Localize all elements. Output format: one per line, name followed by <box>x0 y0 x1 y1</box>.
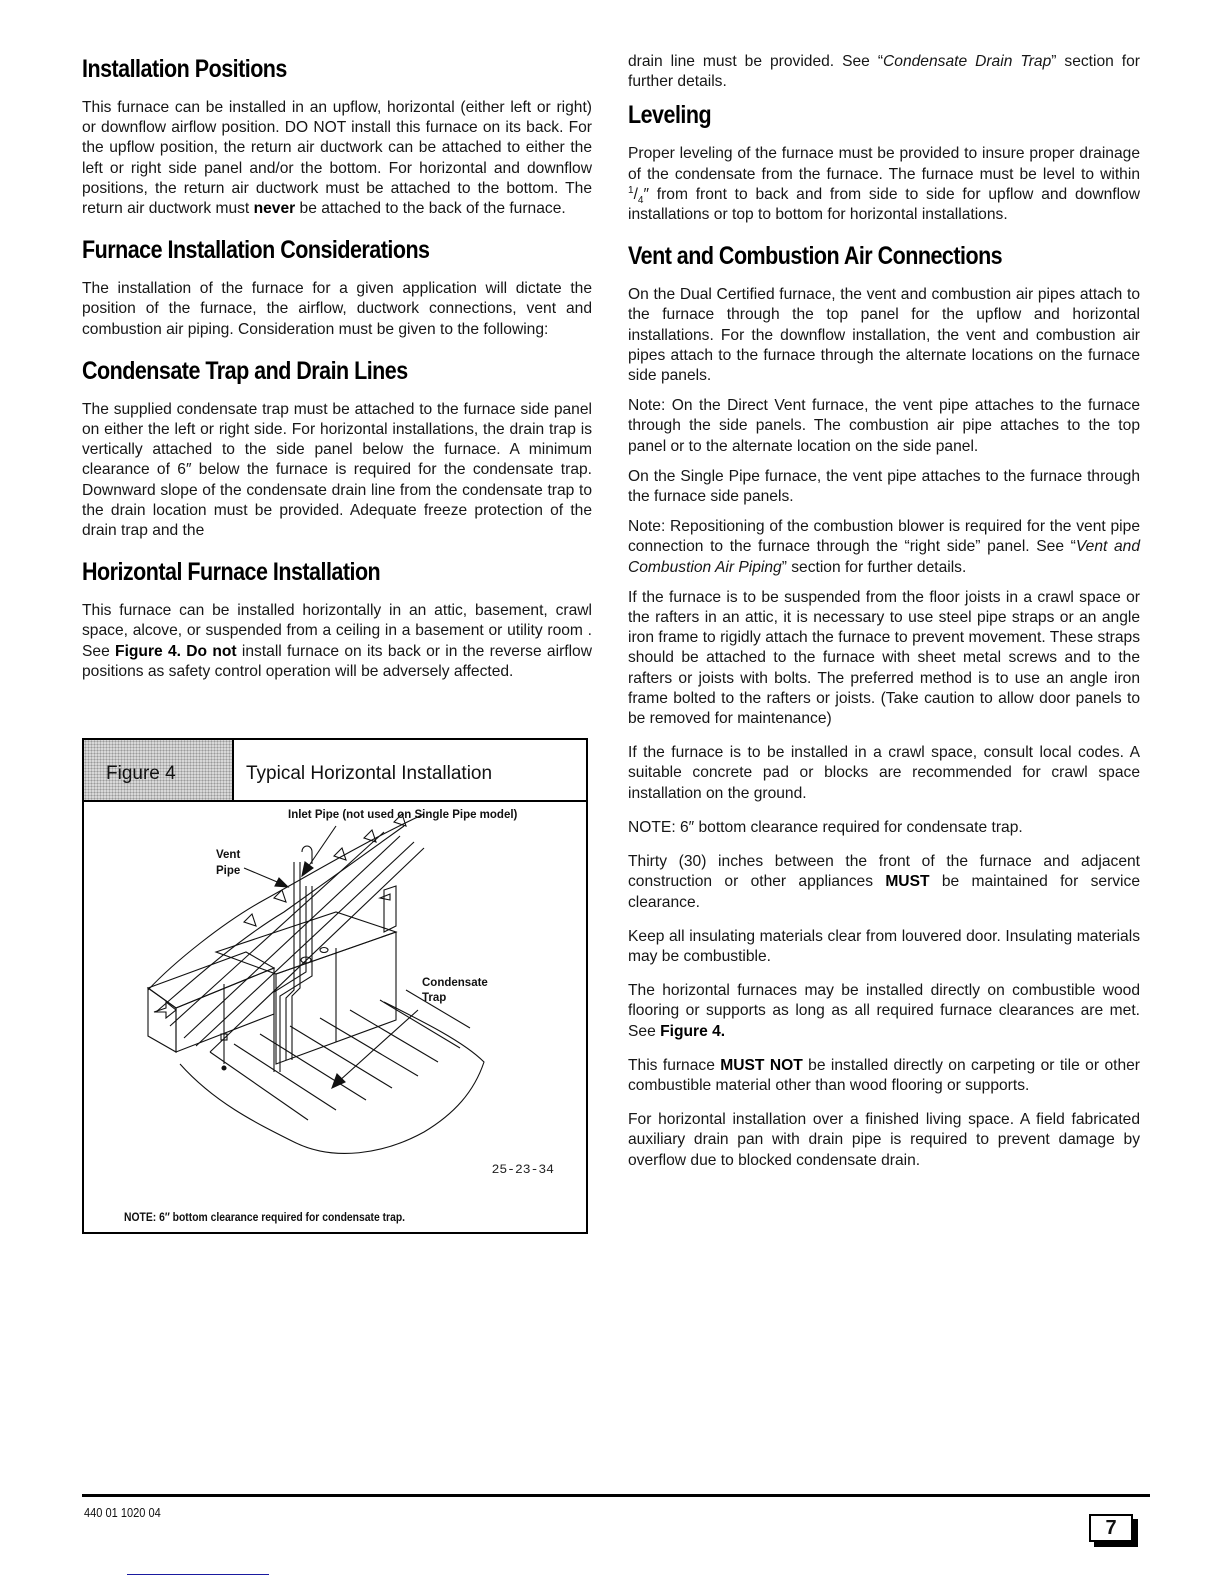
section-reference: Condensate Drain Trap <box>883 53 1052 70</box>
figure-header <box>84 740 586 802</box>
callout-condensate-trap-line2: Trap <box>422 992 447 1004</box>
page-number-box <box>1089 1514 1133 1542</box>
callout-condensate-trap-line1: Condensate <box>422 977 488 989</box>
link-underline[interactable] <box>127 1574 269 1575</box>
right-column <box>628 52 1140 1181</box>
figure-label-box <box>84 740 234 800</box>
section-reference: Vent and Combustion Air Piping <box>628 538 1141 576</box>
paragraph: NOTE: 6″ bottom clearance required for condensate trap. <box>628 818 1023 836</box>
page-number: 7 <box>1105 1517 1117 1539</box>
paragraph: Keep all insulating materials clear from louvered door. Insulating materials may be combustible. <box>628 927 1140 965</box>
callout-vent-pipe-line1: Vent <box>216 849 241 861</box>
paragraph: If the furnace is to be installed in a crawl space, consult local codes. A suitable concrete pad or blocks are recommended for crawl space installation on the ground. <box>628 744 1140 802</box>
figure-4 <box>82 738 588 1234</box>
paragraph: Proper leveling of the furnace must be provided to insure proper drainage of the condensate from the furnace. The furnace must be level to within $^1/_4''$ from front to back and from side to side for upflow and downflow installations or top to bottom for horizontal installations. <box>628 145 1140 224</box>
figure-reference: Figure 4. <box>660 1022 726 1040</box>
section-leveling <box>628 98 1140 225</box>
section-heading: Horizontal Furnace Installation <box>82 558 381 587</box>
callout-inlet-pipe: Inlet Pipe (not used on Single Pipe model) <box>288 809 518 821</box>
callout-vent-pipe-line2: Pipe <box>216 865 241 877</box>
figure-title: Typical Horizontal Installation <box>246 763 493 784</box>
section-vent-combustion-air <box>628 239 1140 1171</box>
section-horizontal-furnace-installation <box>82 555 592 682</box>
figure-code: 25-23-34 <box>491 1162 554 1177</box>
paragraph: Note: On the Direct Vent furnace, the vent pipe attaches to the furnace through the side panels. The combustion air pipe attaches to the top panel or to the alternate location on the side panel. <box>628 397 1140 455</box>
section-installation-positions <box>82 52 592 219</box>
paragraph: The supplied condensate trap must be attached to the furnace side panel on either the left or right side. For horizontal installations, the drain trap is vertically attached to the side panel below the furnace. A minimum clearance of 6″ below the furnace is required for the condensate trap. Downward slope of the condensate drain line from the condensate trap to the drain location must be provided. Adequate freeze protection of the drain trap and the <box>82 400 592 540</box>
emphasis: MUST <box>885 873 930 891</box>
paragraph: Thirty (30) inches between the front of the furnace and adjacent construction or other appliances MUST be maintained for service clearance. <box>628 853 1140 911</box>
section-furnace-installation-considerations <box>82 233 592 340</box>
paragraph: This furnace MUST NOT be installed directly on carpeting or tile or other combustible material other than wood flooring or supports. <box>628 1056 1140 1094</box>
paragraph: On the Dual Certified furnace, the vent and combustion air pipes attach to the furnace through the top panel for the upflow and horizontal installations. For the downflow installation, the vent and combustion air pipes attach to the furnace through the alternate locations on the furnace side panels. <box>628 286 1140 385</box>
floor-joists <box>180 990 484 1153</box>
paragraph: On the Single Pipe furnace, the vent pipe attaches to the furnace through the furnace side panels. <box>628 467 1140 506</box>
section-heading: Condensate Trap and Drain Lines <box>82 356 408 385</box>
emphasis: never <box>253 200 296 218</box>
paragraph: For horizontal installation over a finished living space. A field fabricated auxiliary drain pan with drain pipe is required to prevent damage by overflow due to blocked condensate drain. <box>628 1111 1140 1169</box>
emphasis: MUST NOT <box>720 1056 803 1074</box>
paragraph: This furnace can be installed in an upflow, horizontal (either left or right) or downflow airflow position. DO NOT install this furnace on its back. For the upflow position, the return air ductwork can be attached to either the left or right side panel and/or the bottom. For horizontal and downflow positions, the return air ductwork must be attached to the bottom. The return air ductwork must never be attached to the back of the furnace. <box>82 99 592 218</box>
footer-divider <box>82 1494 1150 1497</box>
paragraph: If the furnace is to be suspended from the floor joists in a crawl space or the rafters in an attic, it is necessary to use steel pipe straps or an angle iron frame to rigidly attach the furnace to prevent movement. These straps should be attached to the furnace with sheet metal screws and to the rafters or joists with bolts. The preferred method is to use an angle iron frame bolted to the rafters or joists. (Take caution to allow door panels to be removed for maintenance) <box>628 588 1140 728</box>
paragraph: drain line must be provided. See “Condensate Drain Trap” section for further details. <box>628 53 1140 91</box>
paragraph: Note: Repositioning of the combustion blower is required for the vent pipe connection to the furnace through the “right side” panel. See “Vent and Combustion Air Piping” section for further details. <box>628 518 1141 576</box>
hanging-straps <box>221 984 227 1070</box>
paragraph: This furnace can be installed horizontally in an attic, basement, crawl space, alcove, or suspended from a ceiling in a basement or utility room . See Figure 4. Do not install furnace on its back or in the reverse airflow positions as safety control operation will be adversely affected. <box>82 602 592 680</box>
paragraph: The horizontal furnaces may be installed directly on combustible wood flooring or supports as long as all required furnace clearances are met. See Figure 4. <box>628 982 1140 1040</box>
left-column <box>82 52 592 692</box>
section-heading: Installation Positions <box>82 55 287 83</box>
figure-reference: Figure 4. Do not <box>115 642 237 660</box>
section-heading: Leveling <box>628 101 712 130</box>
figure-label: Figure 4 <box>106 763 176 784</box>
figure-note: NOTE: 6″ bottom clearance required for condensate trap. <box>124 1212 406 1224</box>
document-number: 440 01 1020 04 <box>84 1505 161 1520</box>
section-heading: Vent and Combustion Air Connections <box>628 242 1003 271</box>
section-heading: Furnace Installation Considerations <box>82 236 430 265</box>
paragraph: The installation of the furnace for a given application will dictate the position of the furnace, the airflow, ductwork connections, vent and combustion air piping. Consideration must be given to the following: <box>82 280 592 338</box>
section-condensate-trap <box>82 354 592 541</box>
